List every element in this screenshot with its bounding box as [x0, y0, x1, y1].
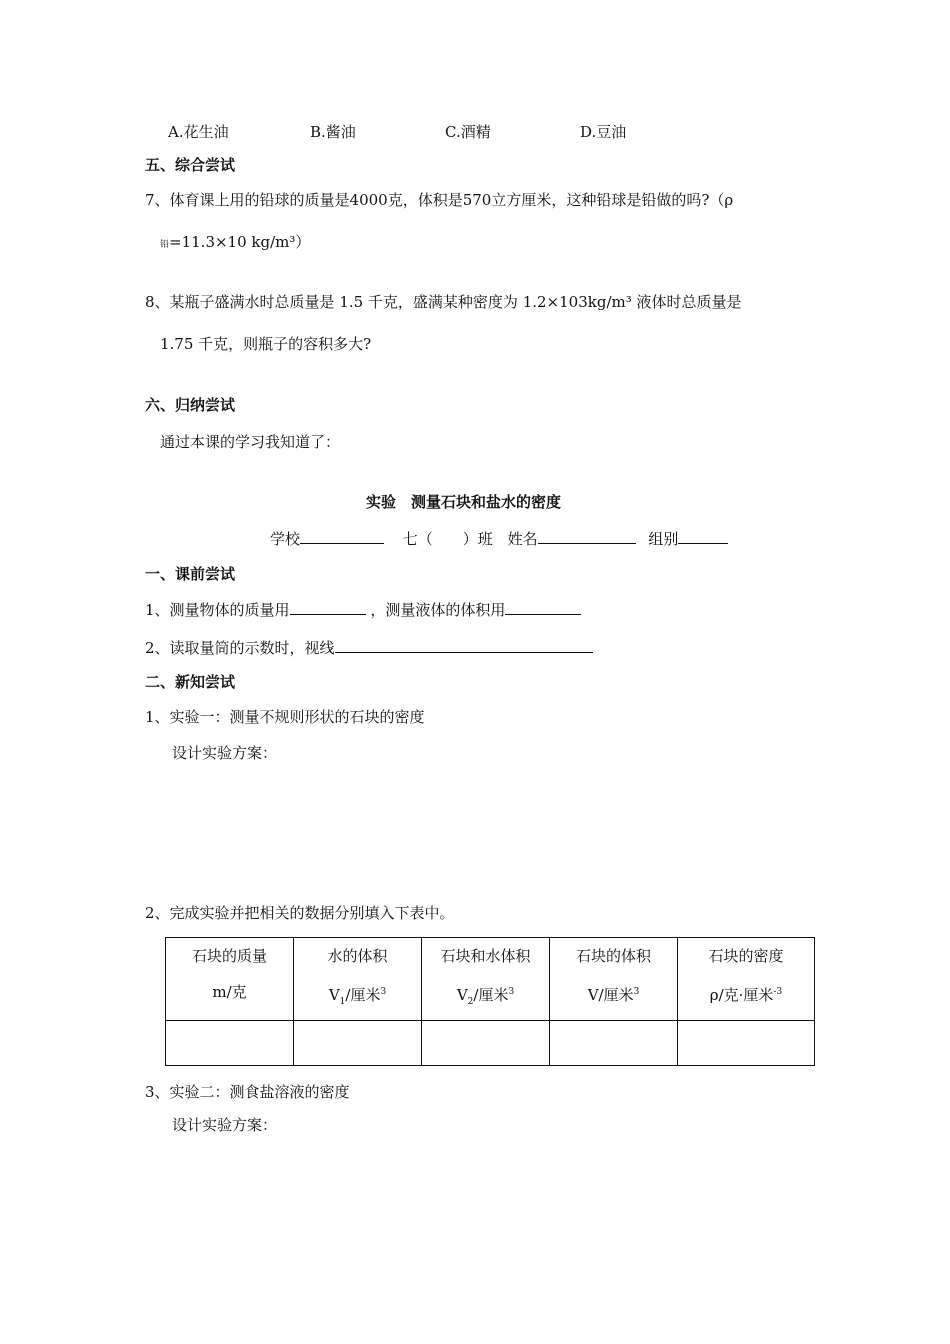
school-label: 学校: [270, 530, 301, 548]
experiment-2: 3、实验二：测食盐溶液的密度: [145, 1083, 350, 1101]
name-label: 姓名: [507, 530, 538, 548]
name-blank[interactable]: [538, 527, 636, 544]
design-plan-1: 设计实验方案：: [172, 744, 278, 762]
header-total-volume: [422, 938, 550, 1021]
option-d: D.豆油: [580, 123, 627, 141]
cell-stone-volume[interactable]: [550, 1021, 678, 1066]
pre-q1-blank-2[interactable]: [505, 598, 581, 615]
pre-section-title: 一、课前尝试: [145, 565, 236, 583]
header-stone-density-unit: ρ/克·厘米$^{-3}$: [709, 986, 783, 1004]
header-total-volume-unit: $V_2/$厘米$^3$: [456, 986, 515, 1007]
cell-water-volume[interactable]: [294, 1021, 422, 1066]
experiment-title: 实验 测量石块和盐水的密度: [366, 493, 562, 511]
section6-title: 六、归纳尝试: [145, 396, 236, 414]
header-total-volume-label: 石块和水体积: [440, 947, 531, 965]
header-water-volume: [294, 938, 422, 1021]
question-8-line1: 8、某瓶子盛满水时总质量是 1.5 千克，盛满某种密度为 1.2×103kg/m³ 液体时总质量是: [145, 293, 742, 311]
design-plan-2: 设计实验方案：: [172, 1116, 278, 1134]
school-blank[interactable]: [300, 527, 384, 544]
cell-stone-mass[interactable]: [166, 1021, 294, 1066]
experiment-info-line: [270, 527, 728, 549]
header-stone-volume-label: 石块的体积: [575, 947, 651, 965]
header-water-volume-unit: $V_1/$厘米$^3$: [328, 986, 387, 1007]
pre-q2-blank[interactable]: [335, 636, 593, 653]
section6-text: 通过本课的学习我知道了：: [160, 433, 341, 451]
new-section-title: 二、新知尝试: [145, 673, 236, 691]
question-8-line2: 1.75 千克，则瓶子的容积多大?: [160, 335, 372, 353]
pre-q1-blank-1[interactable]: [290, 598, 366, 615]
pre-q1-text-b: ，测量液体的体积用: [370, 601, 506, 619]
question-7-line1: 7、体育课上用的铅球的质量是4000克，体积是570立方厘米，这种铅球是铅做的吗?（ρ: [145, 191, 734, 209]
header-stone-volume-unit: V/厘米$^3$: [587, 986, 640, 1004]
header-water-volume-label: 水的体积: [327, 947, 388, 965]
group-blank[interactable]: [678, 527, 728, 544]
class-label: 七（ ）班: [402, 530, 493, 548]
cell-total-volume[interactable]: [422, 1021, 550, 1066]
option-a: A.花生油: [168, 123, 229, 141]
header-stone-mass: [166, 938, 294, 1021]
table-header-row: [166, 938, 815, 1021]
header-stone-volume: [550, 938, 678, 1021]
data-table: [165, 937, 815, 1066]
section5-title: 五、综合尝试: [145, 156, 236, 174]
pre-q1-text-a: 1、测量物体的质量用: [145, 601, 290, 619]
header-stone-mass-label: 石块的质量: [191, 947, 267, 965]
option-b: B.酱油: [310, 123, 356, 141]
fill-table-instruction: 2、完成实验并把相关的数据分别填入下表中。: [145, 904, 455, 922]
option-c: C.酒精: [445, 123, 491, 141]
header-stone-density: [678, 938, 815, 1021]
experiment-1: 1、实验一：测量不规则形状的石块的密度: [145, 708, 425, 726]
question-7-line2: [160, 232, 310, 255]
pre-question-2: [145, 636, 593, 658]
question-7-value: =11.3×10 kg/m³）: [169, 233, 311, 251]
header-stone-density-label: 石块的密度: [708, 947, 784, 965]
pre-q2-text: 2、读取量筒的示数时，视线: [145, 639, 335, 657]
rho-subscript: 铅: [160, 240, 170, 250]
table-row: [166, 1021, 815, 1066]
header-stone-mass-unit: m/克: [212, 983, 247, 1001]
group-label: 组别: [648, 530, 679, 548]
pre-question-1: [145, 598, 581, 620]
cell-stone-density[interactable]: [678, 1021, 815, 1066]
